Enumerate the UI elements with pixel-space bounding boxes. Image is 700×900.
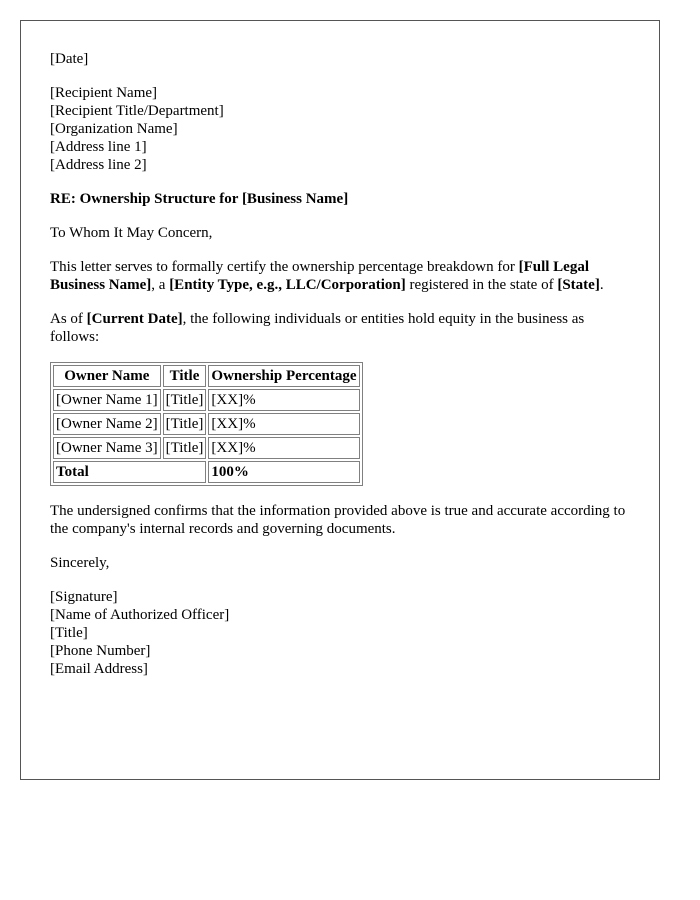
p2-current-date: [Current Date] xyxy=(86,311,183,327)
p1-entity-type: [Entity Type, e.g., LLC/Corporation] xyxy=(169,277,406,293)
salutation-text: To Whom It May Concern, xyxy=(50,225,213,241)
p1-business-name: [Full Legal Business Name] xyxy=(50,259,589,293)
recipient-title: [Recipient Title/Department] xyxy=(50,103,224,119)
owner-percentage-cell: [XX]% xyxy=(208,389,359,411)
p1-pre: This letter serves to formally certify the ownership percentage breakdown for xyxy=(50,259,519,275)
subject-text: RE: Ownership Structure for [Business Name] xyxy=(50,191,349,207)
confirmation-paragraph xyxy=(50,502,630,538)
officer-phone: [Phone Number] xyxy=(50,643,151,659)
p1-state: [State] xyxy=(557,277,600,293)
subject-line xyxy=(50,190,630,208)
recipient-organization: [Organization Name] xyxy=(50,121,178,137)
total-label-cell: Total xyxy=(53,461,206,483)
owner-name-cell: [Owner Name 1] xyxy=(53,389,161,411)
table-row xyxy=(53,413,360,435)
recipient-address-line-1: [Address line 1] xyxy=(50,139,147,155)
recipient-address-block xyxy=(50,84,630,174)
owner-title-cell: [Title] xyxy=(163,389,207,411)
owner-name-cell: [Owner Name 3] xyxy=(53,437,161,459)
total-value-cell: 100% xyxy=(208,461,359,483)
table-header-row xyxy=(53,365,360,387)
certification-paragraph xyxy=(50,258,630,294)
signature-line: [Signature] xyxy=(50,589,118,605)
header-title: Title xyxy=(163,365,207,387)
table-row xyxy=(53,389,360,411)
closing-text: Sincerely, xyxy=(50,555,110,571)
equity-intro-paragraph xyxy=(50,310,630,346)
owner-percentage-cell: [XX]% xyxy=(208,413,359,435)
owner-title-cell: [Title] xyxy=(163,437,207,459)
confirmation-text: The undersigned confirms that the information provided above is true and accurate according to the company's internal records and governing documents. xyxy=(50,503,626,537)
officer-email: [Email Address] xyxy=(50,661,148,677)
date-text: [Date] xyxy=(50,51,89,67)
table-total-row xyxy=(53,461,360,483)
letter-date xyxy=(50,50,630,68)
owner-percentage-cell: [XX]% xyxy=(208,437,359,459)
recipient-address-line-2: [Address line 2] xyxy=(50,157,147,173)
p2-pre: As of xyxy=(50,311,87,327)
table-row xyxy=(53,437,360,459)
salutation xyxy=(50,224,630,242)
owner-name-cell: [Owner Name 2] xyxy=(53,413,161,435)
ownership-table xyxy=(50,362,363,486)
signature-block xyxy=(50,588,630,678)
p1-end: . xyxy=(599,277,604,293)
p1-mid: , a xyxy=(151,277,170,293)
officer-title: [Title] xyxy=(50,625,88,641)
owner-title-cell: [Title] xyxy=(163,413,207,435)
header-ownership-percentage: Ownership Percentage xyxy=(208,365,359,387)
p1-mid2: registered in the state of xyxy=(405,277,558,293)
header-owner-name: Owner Name xyxy=(53,365,161,387)
recipient-name: [Recipient Name] xyxy=(50,85,158,101)
closing xyxy=(50,554,630,572)
p2-post: , the following individuals or entities hold equity in the business as follows: xyxy=(50,311,585,345)
officer-name: [Name of Authorized Officer] xyxy=(50,607,230,623)
letter-page xyxy=(20,20,660,780)
